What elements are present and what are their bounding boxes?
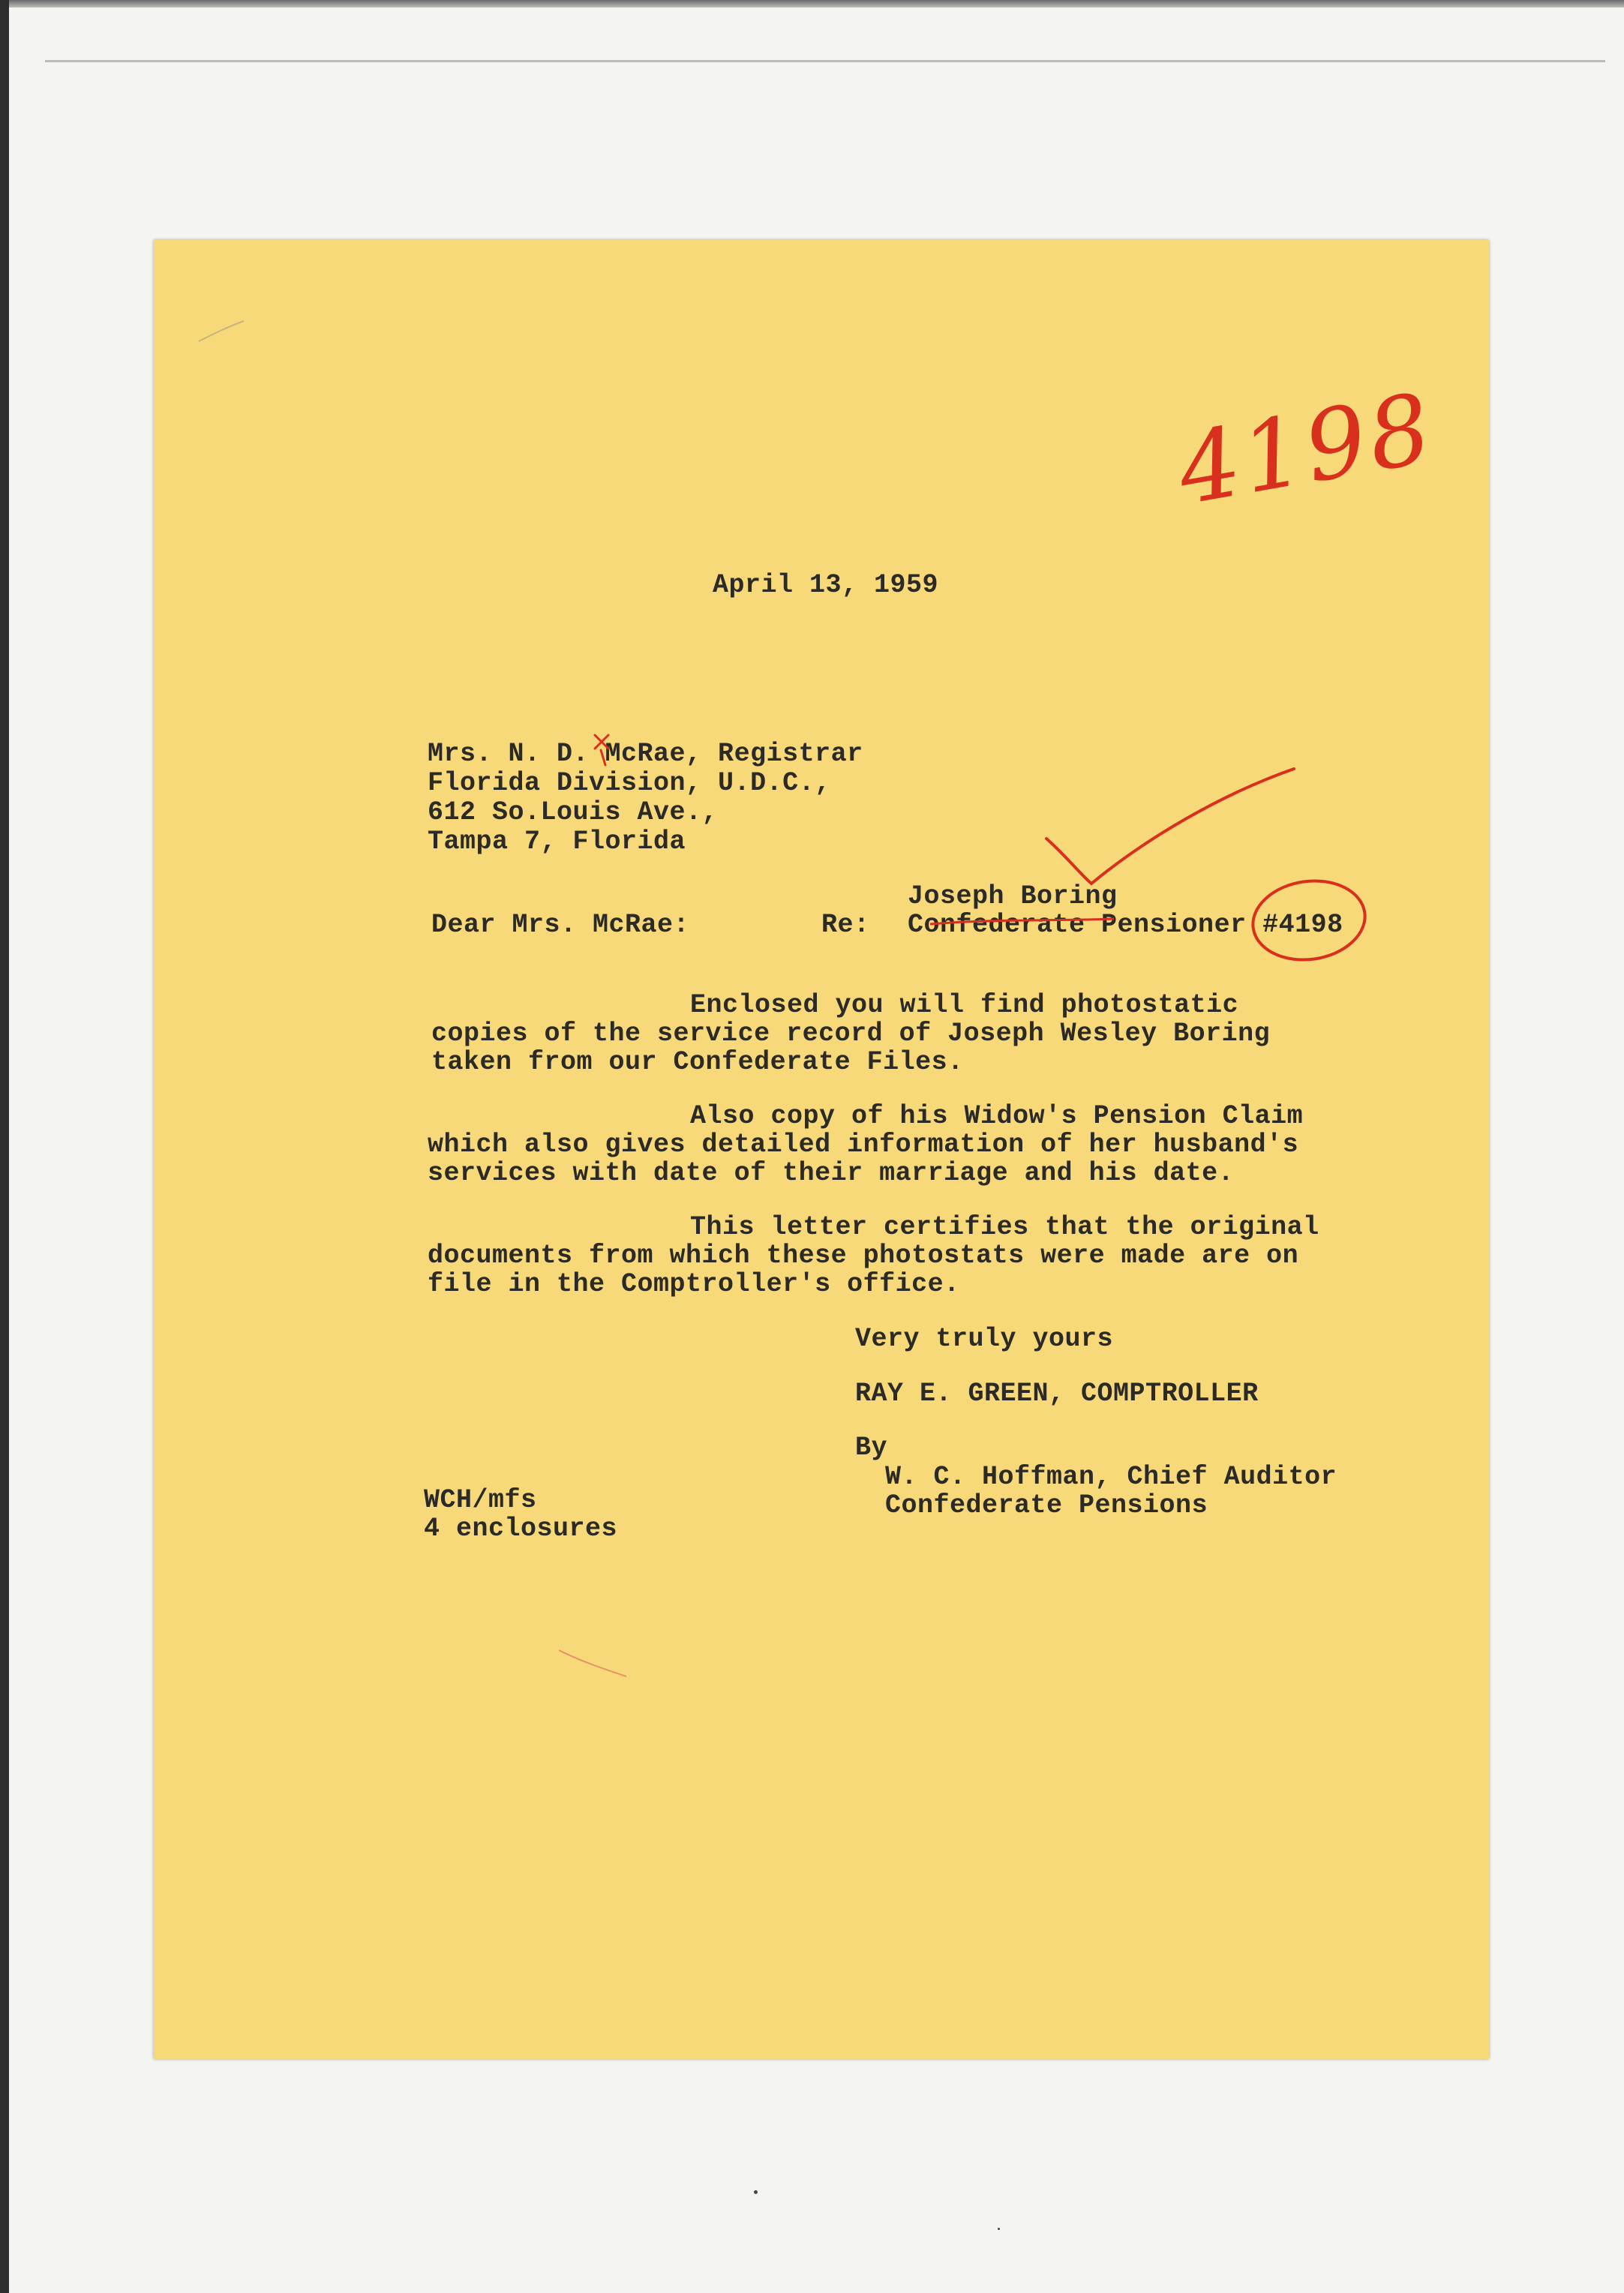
handwritten-file-number: 4198 bbox=[1169, 372, 1442, 527]
address-line-4: Tampa 7, Florida bbox=[428, 827, 686, 857]
speck bbox=[998, 2228, 1000, 2230]
paragraph-1-line-3: taken from our Confederate Files. bbox=[431, 1047, 964, 1077]
scan-top-line bbox=[45, 60, 1605, 62]
letter-page bbox=[154, 240, 1489, 2059]
paragraph-2-line-1: Also copy of his Widow's Pension Claim bbox=[690, 1101, 1304, 1131]
paragraph-1-line-2: copies of the service record of Joseph Wesley Boring bbox=[431, 1019, 1271, 1049]
paragraph-3-line-2: documents from which these photostats were made are on bbox=[428, 1241, 1299, 1271]
re-line-2: Confederate Pensioner #4198 bbox=[908, 910, 1343, 940]
paragraph-1-line-1: Enclosed you will find photostatic bbox=[690, 990, 1239, 1020]
signer2-line-2: Confederate Pensions bbox=[885, 1490, 1208, 1520]
red-pencil-marks bbox=[154, 240, 1489, 2059]
re-label: Re: bbox=[821, 910, 870, 940]
paragraph-3-line-3: file in the Comptroller's office. bbox=[428, 1269, 960, 1299]
scan-left-edge bbox=[0, 0, 9, 2293]
enclosures: 4 enclosures bbox=[424, 1514, 618, 1544]
pencil-smudge bbox=[199, 321, 244, 341]
scan-top-edge bbox=[0, 0, 1624, 8]
salutation: Dear Mrs. McRae: bbox=[431, 910, 690, 940]
signer2-line-1: W. C. Hoffman, Chief Auditor bbox=[885, 1462, 1337, 1492]
paragraph-2-line-2: which also gives detailed information of her husband's bbox=[428, 1130, 1299, 1160]
address-line-2: Florida Division, U.D.C., bbox=[428, 768, 831, 798]
paragraph-2-line-3: services with date of their marriage and his date. bbox=[428, 1158, 1235, 1188]
address-line-3: 612 So.Louis Ave., bbox=[428, 797, 719, 827]
address-line-1: Mrs. N. D. McRae, Registrar bbox=[428, 739, 863, 769]
by-label: By bbox=[855, 1433, 888, 1463]
closing: Very truly yours bbox=[855, 1324, 1114, 1354]
red-stray-mark bbox=[559, 1650, 626, 1676]
red-underline bbox=[930, 919, 1114, 924]
initials: WCH/mfs bbox=[424, 1485, 537, 1515]
speck bbox=[754, 2190, 758, 2194]
red-caret-mark bbox=[595, 735, 608, 765]
paragraph-3-line-1: This letter certifies that the original bbox=[690, 1212, 1319, 1242]
red-checkmark bbox=[1046, 769, 1294, 884]
letter-date: April 13, 1959 bbox=[713, 570, 939, 600]
red-circle bbox=[1247, 874, 1370, 967]
signer: RAY E. GREEN, COMPTROLLER bbox=[855, 1379, 1259, 1409]
re-line-1: Joseph Boring bbox=[908, 881, 1118, 911]
